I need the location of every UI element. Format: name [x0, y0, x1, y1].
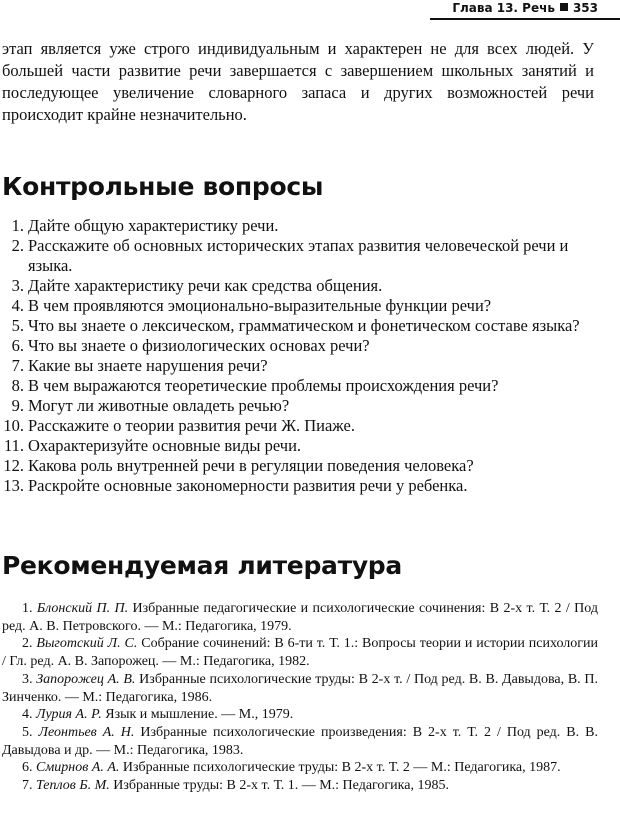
literature-heading: Рекомендуемая литература: [2, 551, 402, 580]
reference-author: Блонский П. П.: [36, 601, 129, 616]
list-item: [0, 416, 600, 436]
reference-number: 6.: [22, 760, 33, 776]
item-text: Дайте характеристику речи как средства общения.: [28, 276, 383, 295]
reference-number: 7.: [22, 778, 33, 794]
list-item: [0, 216, 600, 236]
reference-text: Собрание сочинений: В 6-ти т. Т. 1.: Вопросы теории и истории психологии / Гл. ред. А. В. Запорожец. — М.: Педагогика, 1982.: [2, 636, 598, 670]
item-number: 5.: [11, 316, 24, 335]
item-text: Могут ли животные овладеть речью?: [28, 396, 290, 415]
reference-author: Леонтьев А. Н.: [38, 724, 135, 740]
reference-item: [2, 600, 598, 635]
reference-item: [2, 706, 598, 724]
reference-number: 1.: [22, 601, 33, 616]
reference-text: Избранные психологические труды: В 2-х т. / Под ред. В. В. Давыдова, В. П. Зинченко. — М.: Педагогика, 1986.: [2, 671, 599, 705]
item-text: Раскройте основные закономерности развития речи у ребенка.: [28, 476, 468, 495]
reference-author: Смирнов А. А.: [36, 760, 120, 776]
list-item: [0, 476, 600, 496]
item-number: 12.: [3, 456, 24, 475]
item-number: 2.: [11, 236, 24, 255]
reference-number: 4.: [22, 707, 33, 723]
list-item: [0, 456, 600, 476]
list-item: [0, 396, 600, 416]
reference-text: Избранные педагогические и психологические сочинения: В 2-х т. Т. 2 / Под ред. А. В. Петровского. — М.: Педагогика, 1979.: [2, 601, 598, 634]
item-text: Какова роль внутренней речи в регуляции поведения человека?: [28, 456, 474, 475]
item-text: Охарактеризуйте основные виды речи.: [28, 436, 302, 455]
reference-item: [2, 635, 598, 670]
reference-number: 2.: [22, 636, 33, 652]
references-list: [2, 600, 598, 795]
item-number: 8.: [11, 376, 24, 395]
list-item: [0, 376, 600, 396]
list-item: [0, 356, 600, 376]
item-number: 11.: [3, 436, 24, 455]
item-text: В чем выражаются теоретические проблемы происхождения речи?: [28, 376, 499, 395]
chapter-title: Глава 13. Речь: [452, 1, 555, 15]
reference-item: [2, 759, 598, 777]
reference-number: 5.: [22, 724, 33, 740]
item-text: Дайте общую характеристику речи.: [28, 216, 279, 235]
item-text: Какие вы знаете нарушения речи?: [28, 356, 268, 375]
item-number: 4.: [11, 296, 24, 315]
reference-author: Выготский Л. С.: [36, 636, 138, 652]
reference-item: [2, 724, 598, 759]
item-text: В чем проявляются эмоционально-выразительные функции речи?: [28, 296, 492, 315]
reference-text: Избранные труды: В 2-х т. Т. 1. — М.: Педагогика, 1985.: [113, 778, 449, 794]
reference-text: Избранные психологические произведения: В 2-х т. Т. 2 / Под ред. В. В. Давыдова и др. — М.: Педагогика, 1983.: [2, 724, 598, 758]
item-number: 7.: [11, 356, 24, 375]
list-item: [0, 336, 600, 356]
questions-list: [0, 216, 600, 496]
reference-number: 3.: [22, 671, 33, 687]
reference-item: [2, 777, 598, 795]
list-item: [0, 296, 600, 316]
square-icon: [560, 3, 568, 11]
item-number: 6.: [11, 336, 24, 355]
list-item: [0, 436, 600, 456]
list-item: [0, 236, 600, 276]
list-item: [0, 276, 600, 296]
list-item: [0, 316, 600, 336]
item-number: 13.: [3, 476, 24, 495]
reference-item: [2, 671, 598, 706]
item-number: 3.: [11, 276, 24, 295]
item-number: 9.: [11, 396, 24, 415]
questions-heading: Контрольные вопросы: [2, 172, 324, 201]
reference-text: Избранные психологические труды: В 2-х т. Т. 2 — М.: Педагогика, 1987.: [122, 760, 561, 776]
item-text: Что вы знаете о лексическом, грамматическом и фонетическом составе языка?: [28, 316, 580, 335]
reference-author: Теплов Б. М.: [36, 778, 110, 794]
item-text: Расскажите о теории развития речи Ж. Пиаже.: [28, 416, 355, 435]
item-text: Расскажите об основных исторических этапах развития человеческой речи и языка.: [28, 236, 569, 275]
item-text: Что вы знаете о физиологических основах речи?: [28, 336, 370, 355]
running-header: [452, 0, 598, 16]
reference-text: Язык и мышление. — М., 1979.: [105, 707, 294, 723]
header-rule: [430, 18, 620, 20]
item-number: 10.: [3, 416, 24, 435]
intro-paragraph: этап является уже строго индивидуальным и характерен не для всех людей. У большей части развитие речи завершается с завершением школьных занятий и последующее увеличение словарного запаса и других возможностей речи происходит крайне незначительно.: [2, 39, 594, 124]
item-number: 1.: [11, 216, 24, 235]
page-number: 353: [572, 1, 598, 15]
reference-author: Запорожец А. В.: [36, 671, 136, 687]
reference-author: Лурия А. Р.: [36, 707, 102, 723]
